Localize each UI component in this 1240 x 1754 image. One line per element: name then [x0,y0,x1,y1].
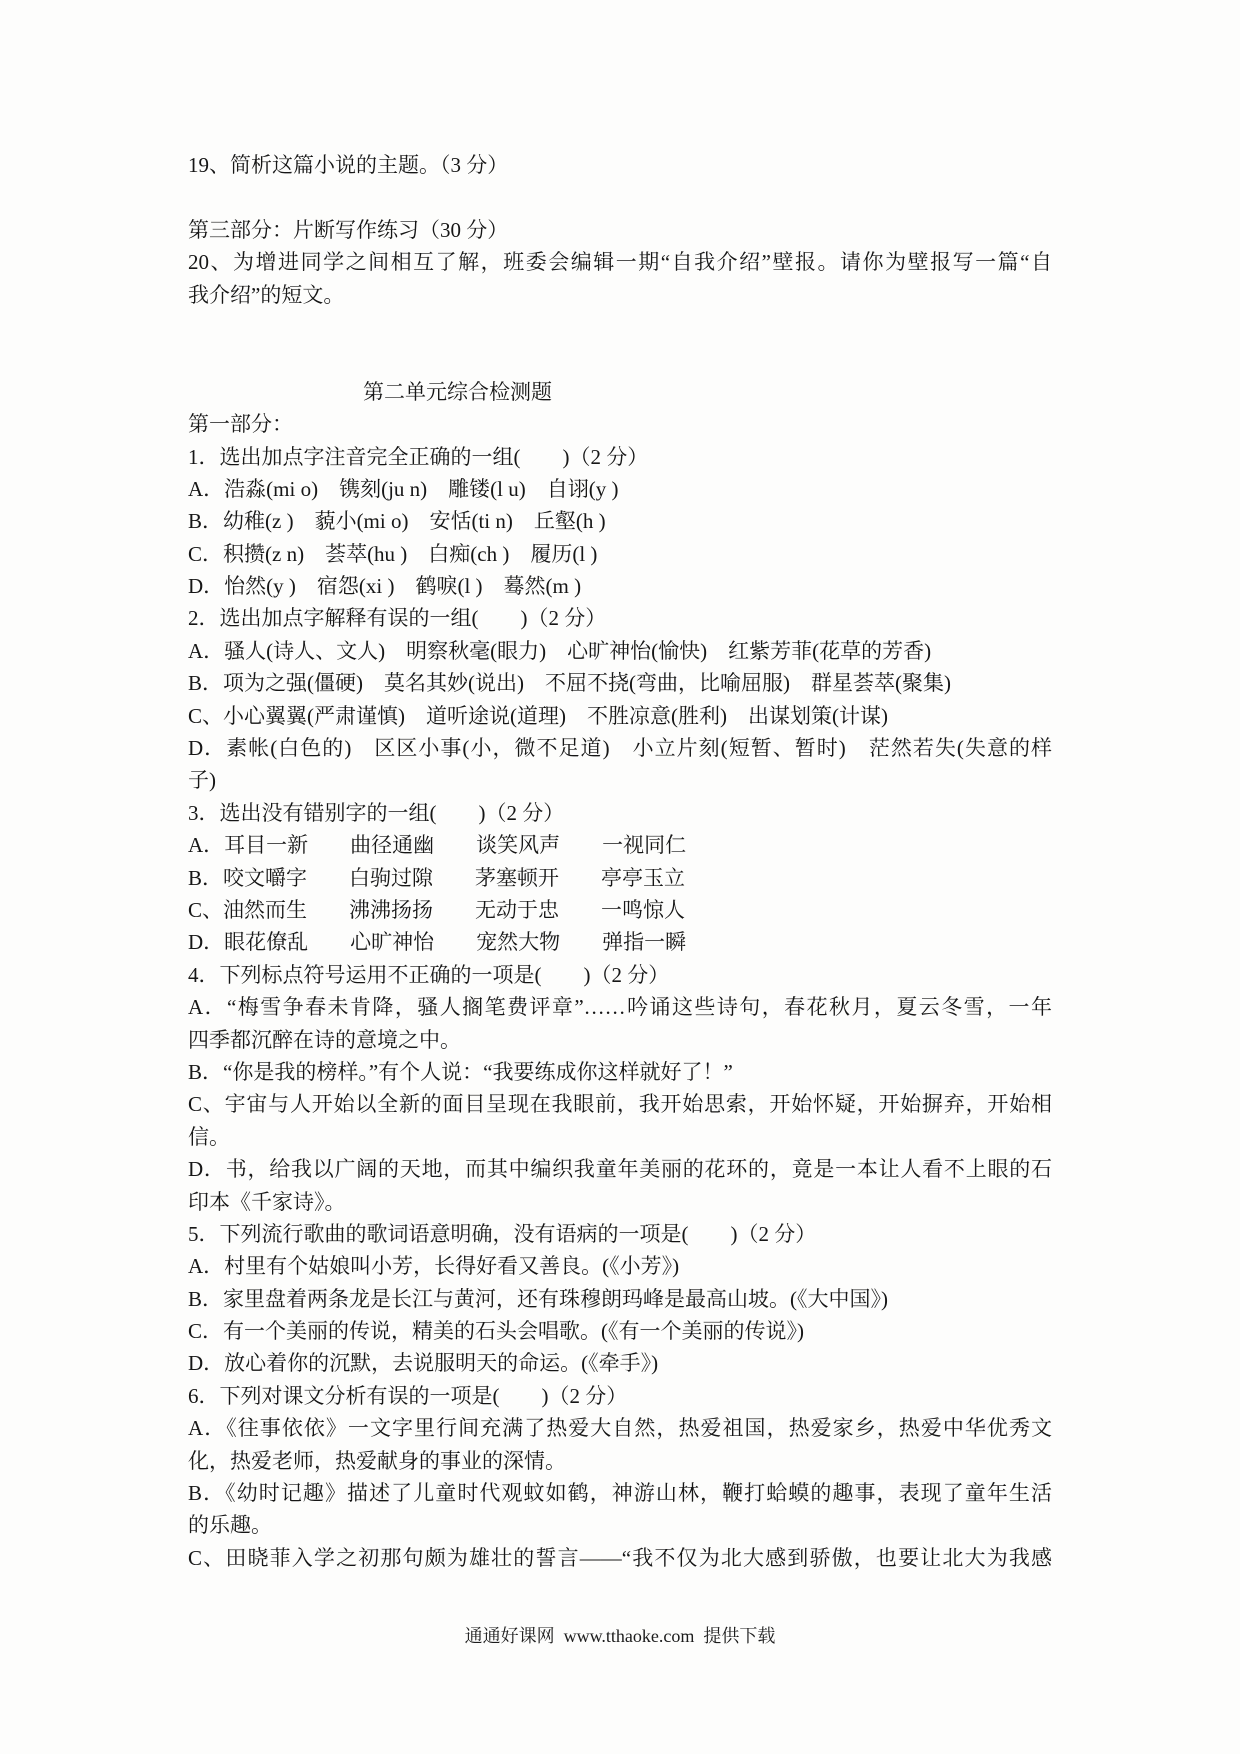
question-6-stem: 6．下列对课文分析有误的一项是( )（2 分） [188,1383,628,1408]
page-content [188,149,1052,1574]
question-4-option-c-cont: 信。 [188,1124,230,1149]
question-6-option-b-cont: 的乐趣。 [188,1513,272,1538]
unit-title: 第二单元综合检测题 [363,379,552,404]
question-2-option-b: B．项为之强(僵硬) 莫名其妙(说出) 不屈不挠(弯曲，比喻屈服) 群星荟萃(聚集) [188,671,951,696]
question-2-stem: 2．选出加点字解释有误的一组( )（2 分） [188,606,607,631]
question-4-option-c: C、宇宙与人开始以全新的面目呈现在我眼前，我开始思索，开始怀疑，开始摒弃，开始相 [188,1092,1052,1117]
part3-heading: 第三部分：片断写作练习（30 分） [188,217,509,242]
question-2-option-d-cont: 子) [188,768,216,793]
question-2-option-a: A．骚人(诗人、文人) 明察秋毫(眼力) 心旷神怡(愉快) 红紫芳菲(花草的芳香) [188,638,932,663]
question-2-option-d: D．素帐(白色的) 区区小事(小，微不足道) 小立片刻(短暂、暂时) 茫然若失(失意的样 [188,736,1052,761]
question-6-option-b: B．《幼时记趣》描述了儿童时代观蚊如鹤，神游山林，鞭打蛤蟆的趣事，表现了童年生活 [188,1481,1052,1506]
question-3-stem: 3．选出没有错别字的一组( )（2 分） [188,800,565,825]
question-1-option-a: A．浩淼(mi o) 镌刻(ju n) 雕镂(l u) 自诩(y ) [188,476,619,501]
question-4-stem: 4．下列标点符号运用不正确的一项是( )（2 分） [188,962,670,987]
question-4-option-d: D．书，给我以广阔的天地，而其中编织我童年美丽的花环的，竟是一本让人看不上眼的石 [188,1157,1052,1182]
question-5-option-d: D．放心着你的沉默，去说服明天的命运。(《牵手》) [188,1351,659,1376]
question-4-option-b: B．“你是我的榜样。”有个人说：“我要练成你这样就好了！” [188,1059,733,1084]
question-3-option-b: B．咬文嚼字 白驹过隙 茅塞顿开 亭亭玉立 [188,865,686,890]
question-3-option-a: A．耳目一新 曲径通幽 谈笑风声 一视同仁 [188,833,687,858]
question-5-option-c: C．有一个美丽的传说，精美的石头会唱歌。(《有一个美丽的传说》) [188,1319,804,1344]
question-6-option-a: A．《往事依依》一文字里行间充满了热爱大自然，热爱祖国，热爱家乡，热爱中华优秀文 [188,1416,1052,1441]
question-1-option-c: C．积攒(z n) 荟萃(hu ) 白痴(ch ) 履历(l ) [188,541,598,566]
part1-heading: 第一部分： [188,412,293,437]
question-5-option-a: A．村里有个姑娘叫小芳，长得好看又善良。(《小芳》) [188,1254,680,1279]
question-5-stem: 5．下列流行歌曲的歌词语意明确，没有语病的一项是( )（2 分） [188,1221,817,1246]
question-20-line: 我介绍”的短文。 [188,282,345,307]
question-3-option-d: D．眼花僚乱 心旷神怡 宠然大物 弹指一瞬 [188,930,687,955]
question-2-option-c: C、小心翼翼(严肃谨慎) 道听途说(道理) 不胜凉意(胜利) 出谋划策(计谋) [188,703,888,728]
question-6-option-c: C、田晓菲入学之初那句颇为雄壮的誓言——“我不仅为北大感到骄傲，也要让北大为我感 [188,1545,1052,1570]
question-4-option-a: A．“梅雪争春未肯降，骚人搁笔费评章”……吟诵这些诗句，春花秋月，夏云冬雪，一年 [188,995,1052,1020]
footer-credit: 通通好课网 www.tthaoke.com 提供下载 [464,1626,776,1646]
question-5-option-b: B．家里盘着两条龙是长江与黄河，还有珠穆朗玛峰是最高山坡。(《大中国》) [188,1286,888,1311]
question-1-option-b: B．幼稚(z ) 藐小(mi o) 安恬(ti n) 丘壑(h ) [188,509,606,534]
question-19-text: 19、简析这篇小说的主题。（3 分） [188,153,509,177]
question-1-option-d: D．怡然(y ) 宿怨(xi ) 鹤唳(l ) 蓦然(m ) [188,574,582,599]
question-20-line: 20、为增进同学之间相互了解，班委会编辑一期“自我介绍”壁报。请你为壁报写一篇“自 [188,250,1052,275]
question-4-option-a-cont: 四季都沉醉在诗的意境之中。 [188,1027,461,1052]
question-3-option-c: C、油然而生 沸沸扬扬 无动于忠 一鸣惊人 [188,898,686,922]
question-4-option-d-cont: 印本《千家诗》。 [188,1189,346,1214]
question-1-stem: 1．选出加点字注音完全正确的一组( )（2 分） [188,444,649,469]
question-6-option-a-cont: 化，热爱老师，热爱献身的事业的深情。 [188,1448,566,1473]
